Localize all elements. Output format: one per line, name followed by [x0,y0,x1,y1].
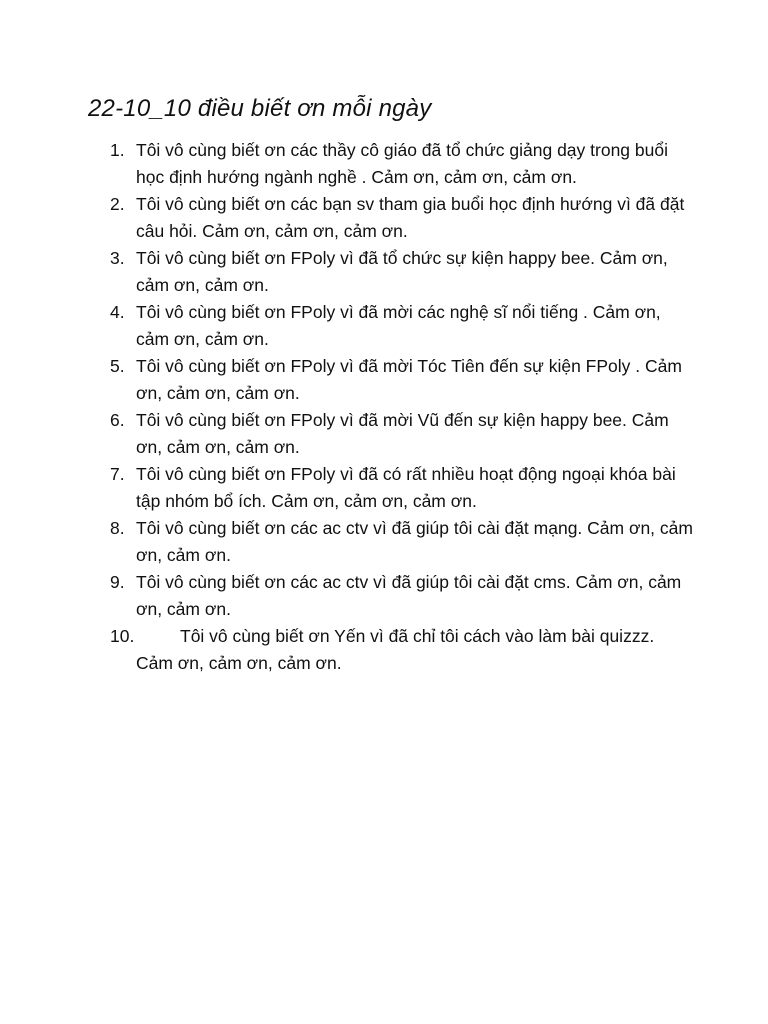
list-item [104,569,694,623]
list-item-text: Tôi vô cùng biết ơn FPoly vì đã mời Tóc Tiên đến sự kiện FPoly . Cảm ơn, cảm ơn, cảm ơn. [136,356,682,403]
list-item-text: Tôi vô cùng biết ơn các thầy cô giáo đã tổ chức giảng dạy trong buổi học định hướng ngành nghề . Cảm ơn, cảm ơn, cảm ơn. [136,140,668,187]
list-item [104,245,694,299]
list-item-text: Tôi vô cùng biết ơn Yến vì đã chỉ tôi cách vào làm bài quizzz. Cảm ơn, cảm ơn, cảm ơn. [136,626,655,673]
list-item [104,137,694,191]
list-item-text: Tôi vô cùng biết ơn FPoly vì đã tổ chức sự kiện happy bee. Cảm ơn, cảm ơn, cảm ơn. [136,248,668,295]
list-item-number: 7. [110,464,125,484]
list-item-number: 9. [110,572,125,592]
list-item-text: Tôi vô cùng biết ơn các bạn sv tham gia buổi học định hướng vì đã đặt câu hỏi. Cảm ơn, cảm ơn, cảm ơn. [136,194,685,241]
list-item-text: Tôi vô cùng biết ơn FPoly vì đã mời các nghệ sĩ nổi tiếng . Cảm ơn, cảm ơn, cảm ơn. [136,302,661,349]
gratitude-list [104,137,694,677]
list-item-text: Tôi vô cùng biết ơn FPoly vì đã có rất nhiều hoạt động ngoại khóa bài tập nhóm bổ ích. Cảm ơn, cảm ơn, cảm ơn. [136,464,676,511]
document-title: 22-10_10 điều biết ơn mỗi ngày [88,95,432,122]
list-item-text: Tôi vô cùng biết ơn FPoly vì đã mời Vũ đến sự kiện happy bee. Cảm ơn, cảm ơn, cảm ơn. [136,410,669,457]
list-item [104,461,694,515]
list-item-number: 8. [110,518,125,538]
list-item [104,623,694,677]
list-item-number: 6. [110,410,125,430]
list-item-text: Tôi vô cùng biết ơn các ac ctv vì đã giúp tôi cài đặt mạng. Cảm ơn, cảm ơn, cảm ơn. [136,518,693,565]
list-item [104,299,694,353]
list-item-number: 5. [110,356,125,376]
list-item-number: 1. [110,140,125,160]
list-item-number: 10. [110,626,135,646]
list-item [104,191,694,245]
list-item [104,353,694,407]
list-item-number: 4. [110,302,125,322]
list-item-number: 3. [110,248,125,268]
list-item [104,407,694,461]
list-item-number: 2. [110,194,125,214]
list-item-text: Tôi vô cùng biết ơn các ac ctv vì đã giúp tôi cài đặt cms. Cảm ơn, cảm ơn, cảm ơn. [136,572,682,619]
list-item [104,515,694,569]
